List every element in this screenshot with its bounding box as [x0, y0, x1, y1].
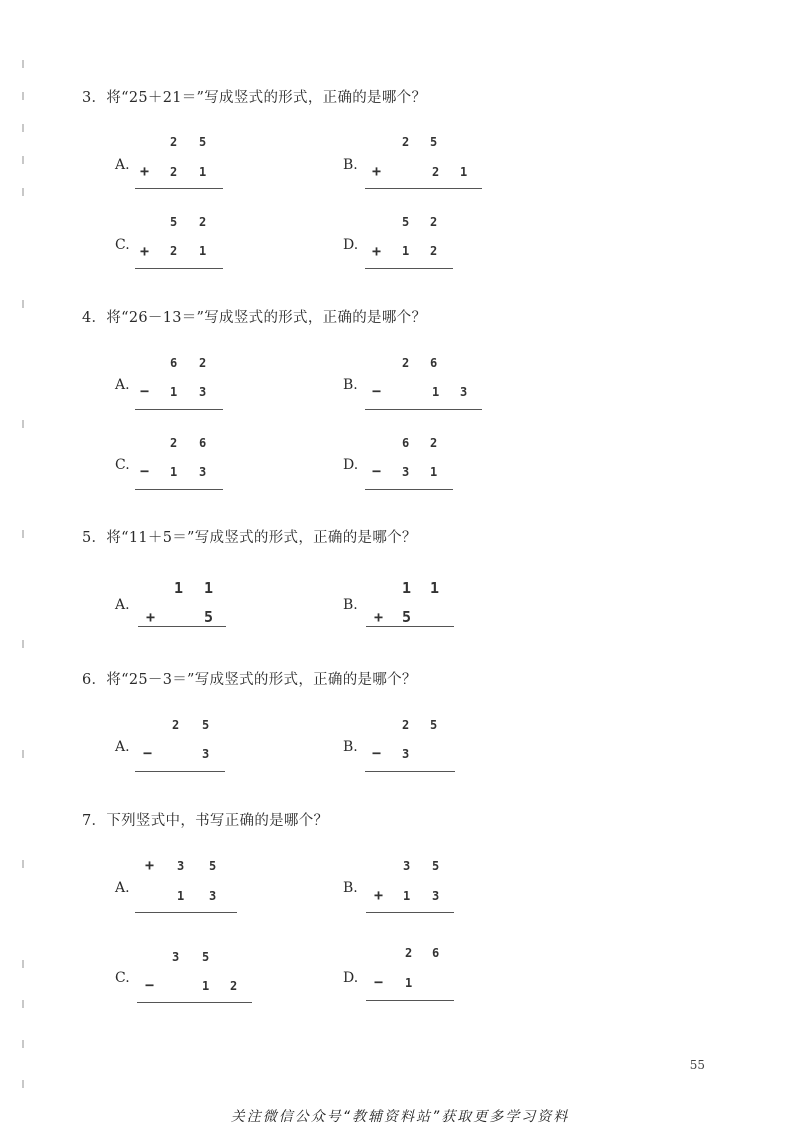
minus-sign: − — [145, 976, 155, 994]
option-d-label[interactable]: D. — [343, 457, 359, 473]
page-number: 55 — [689, 1058, 705, 1072]
digit: 2 — [405, 946, 413, 960]
digit: 2 — [430, 436, 438, 450]
digit: 5 — [430, 135, 438, 149]
margin-tick — [22, 960, 24, 968]
digit: 2 — [430, 244, 438, 258]
option-b-label[interactable]: B. — [343, 157, 358, 173]
option-c-label[interactable]: C. — [115, 970, 130, 986]
digit: 1 — [204, 579, 214, 597]
plus-sign: + — [374, 608, 384, 626]
minus-sign: − — [140, 382, 150, 400]
digit: 2 — [170, 135, 178, 149]
digit: 2 — [170, 244, 178, 258]
margin-tick — [22, 1040, 24, 1048]
sum-line — [135, 489, 223, 490]
question-6-title: 6．将“25－3＝”写成竖式的形式，正确的是哪个？ — [82, 672, 417, 688]
sum-line — [366, 626, 454, 627]
option-d-label[interactable]: D. — [343, 970, 359, 986]
digit: 3 — [403, 859, 411, 873]
margin-tick — [22, 300, 24, 308]
digit: 2 — [402, 135, 410, 149]
digit: 6 — [170, 356, 178, 370]
digit: 5 — [402, 215, 410, 229]
option-c-label[interactable]: C. — [115, 237, 130, 253]
sum-line — [365, 409, 482, 410]
minus-sign: − — [372, 382, 382, 400]
sum-line — [135, 912, 237, 913]
digit: 1 — [430, 579, 440, 597]
option-a-label[interactable]: A. — [115, 377, 130, 393]
plus-sign: + — [374, 886, 384, 904]
digit: 1 — [170, 465, 178, 479]
digit: 2 — [199, 356, 207, 370]
digit: 1 — [460, 165, 468, 179]
digit: 6 — [432, 946, 440, 960]
minus-sign: − — [140, 462, 150, 480]
margin-tick — [22, 640, 24, 648]
digit: 1 — [199, 244, 207, 258]
margin-tick — [22, 60, 24, 68]
option-c-label[interactable]: C. — [115, 457, 130, 473]
plus-sign: + — [372, 242, 382, 260]
margin-tick — [22, 420, 24, 428]
digit: 1 — [170, 385, 178, 399]
digit: 3 — [199, 465, 207, 479]
margin-tick — [22, 188, 24, 196]
minus-sign: − — [143, 744, 153, 762]
digit: 3 — [432, 889, 440, 903]
digit: 3 — [402, 747, 410, 761]
digit: 2 — [170, 165, 178, 179]
sum-line — [365, 268, 453, 269]
digit: 3 — [202, 747, 210, 761]
digit: 2 — [199, 215, 207, 229]
margin-tick — [22, 92, 24, 100]
option-b-label[interactable]: B. — [343, 739, 358, 755]
sum-line — [366, 912, 454, 913]
digit: 3 — [177, 859, 185, 873]
minus-sign: − — [374, 973, 384, 991]
digit: 3 — [402, 465, 410, 479]
digit: 6 — [199, 436, 207, 450]
digit: 2 — [402, 718, 410, 732]
digit: 2 — [402, 356, 410, 370]
digit: 6 — [402, 436, 410, 450]
margin-tick — [22, 1000, 24, 1008]
digit: 1 — [405, 976, 413, 990]
digit: 2 — [170, 436, 178, 450]
question-3-title: 3．将“25＋21＝”写成竖式的形式，正确的是哪个？ — [82, 90, 427, 106]
digit: 1 — [202, 979, 210, 993]
digit: 5 — [402, 608, 412, 626]
sum-line — [365, 489, 453, 490]
digit: 2 — [430, 215, 438, 229]
digit: 6 — [430, 356, 438, 370]
option-b-label[interactable]: B. — [343, 880, 358, 896]
digit: 1 — [430, 465, 438, 479]
digit: 5 — [202, 718, 210, 732]
digit: 5 — [204, 608, 214, 626]
option-d-label[interactable]: D. — [343, 237, 359, 253]
digit: 2 — [230, 979, 238, 993]
margin-tick — [22, 750, 24, 758]
digit: 5 — [202, 950, 210, 964]
sum-line — [366, 1000, 454, 1001]
plus-sign: + — [145, 856, 155, 874]
question-5-title: 5．将“11＋5＝”写成竖式的形式，正确的是哪个？ — [82, 530, 417, 546]
plus-sign: + — [146, 608, 156, 626]
option-a-label[interactable]: A. — [115, 597, 130, 613]
digit: 3 — [172, 950, 180, 964]
digit: 1 — [174, 579, 184, 597]
digit: 1 — [199, 165, 207, 179]
sum-line — [135, 188, 223, 189]
option-a-label[interactable]: A. — [115, 880, 130, 896]
minus-sign: − — [372, 744, 382, 762]
digit: 5 — [430, 718, 438, 732]
plus-sign: + — [140, 242, 150, 260]
margin-tick — [22, 1080, 24, 1088]
margin-tick — [22, 124, 24, 132]
option-b-label[interactable]: B. — [343, 597, 358, 613]
digit: 5 — [199, 135, 207, 149]
option-a-label[interactable]: A. — [115, 157, 130, 173]
digit: 1 — [403, 889, 411, 903]
digit: 3 — [209, 889, 217, 903]
plus-sign: + — [372, 162, 382, 180]
digit: 3 — [199, 385, 207, 399]
minus-sign: − — [372, 462, 382, 480]
margin-tick — [22, 860, 24, 868]
plus-sign: + — [140, 162, 150, 180]
question-7-title: 7．下列竖式中，书写正确的是哪个？ — [82, 813, 329, 829]
sum-line — [365, 771, 455, 772]
digit: 1 — [177, 889, 185, 903]
option-b-label[interactable]: B. — [343, 377, 358, 393]
digit: 1 — [402, 244, 410, 258]
sum-line — [138, 626, 226, 627]
digit: 5 — [209, 859, 217, 873]
option-a-label[interactable]: A. — [115, 739, 130, 755]
digit: 3 — [460, 385, 468, 399]
question-4-title: 4．将“26－13＝”写成竖式的形式，正确的是哪个？ — [82, 310, 427, 326]
sum-line — [135, 409, 223, 410]
sum-line — [137, 1002, 252, 1003]
sum-line — [135, 268, 223, 269]
digit: 1 — [402, 579, 412, 597]
digit: 2 — [172, 718, 180, 732]
margin-tick — [22, 530, 24, 538]
sum-line — [135, 771, 225, 772]
digit: 5 — [432, 859, 440, 873]
digit: 1 — [432, 385, 440, 399]
digit: 5 — [170, 215, 178, 229]
sum-line — [365, 188, 482, 189]
footer-note: 关注微信公众号“教辅资料站”获取更多学习资料 — [230, 1109, 570, 1125]
margin-tick — [22, 156, 24, 164]
digit: 2 — [432, 165, 440, 179]
